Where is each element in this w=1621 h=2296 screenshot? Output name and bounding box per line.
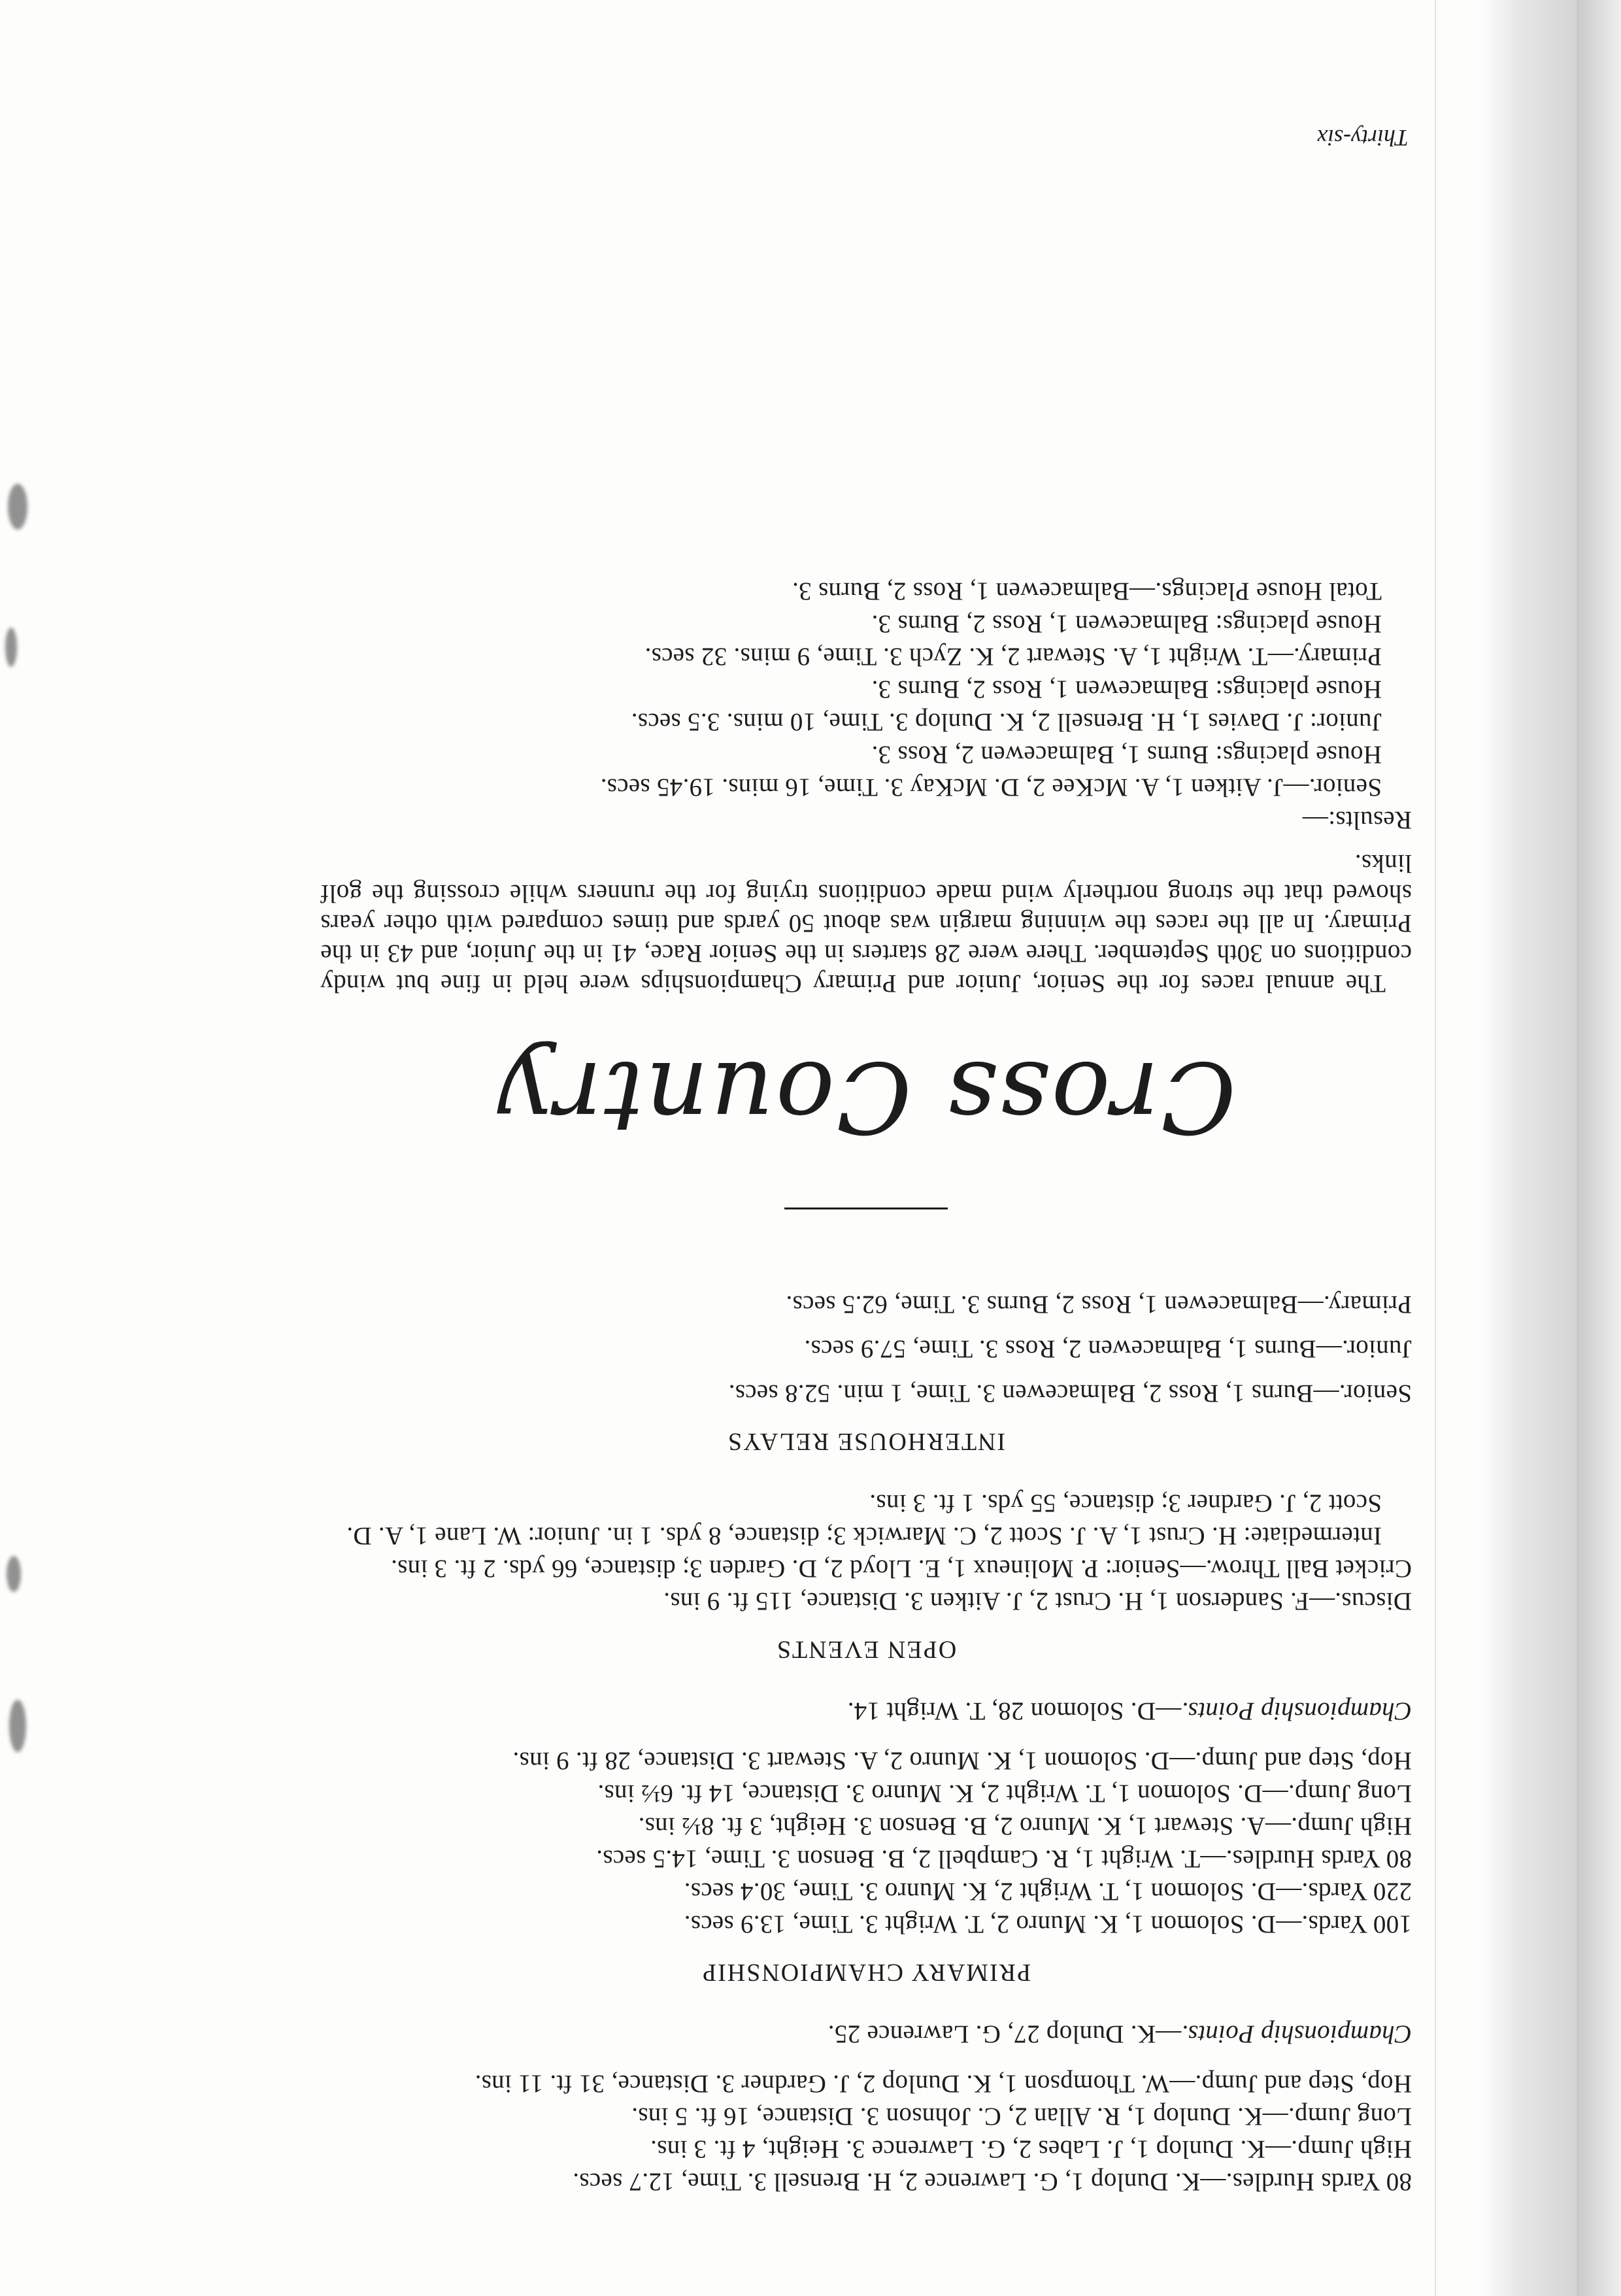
event-result: 100 Yards.—D. Solomon 1, K. Munro 2, T. Wright 3. Time, 13.9 secs. — [684, 1910, 1412, 1938]
event-result: 80 Yards Hurdles.—K. Dunlop 1, G. Lawrence 2, H. Brensell 3. Time, 12.7 secs. — [573, 2168, 1412, 2196]
senior-house-placings: House placings: Burns 1, Balmacewen 2, Ross 3. — [871, 741, 1382, 769]
championship-points-label: Championship Points. — [1181, 2020, 1412, 2048]
cross-country-title: Cross Country — [495, 1039, 1237, 1153]
cross-country-intro: The annual races for the Senior, Junior and Primary Championships were held in fine but windy conditions on 30th September. There were 28 starters in the Senior Race, 41 in the Junior, and 43 in the Primary. In all the races the winning margin was about 50 yards and times compared with other years showed that the strong northerly wind made conditions trying for the runners while crossing the golf links. — [320, 849, 1412, 998]
results-label: Results:— — [1302, 806, 1412, 834]
section-divider — [784, 1207, 948, 1209]
cross-country-results — [320, 575, 1412, 836]
page-number: Thirty-six — [1317, 125, 1409, 151]
championship-points-text: —D. Solomon 28, T. Wright 14. — [847, 1697, 1182, 1725]
event-result: Hop, Step and Jump.—D. Solomon 1, K. Munro 2, A. Stewart 3. Distance, 28 ft. 9 ins. — [512, 1747, 1412, 1775]
championship-points-label: Championship Points. — [1181, 1697, 1412, 1725]
junior-result: Junior: J. Davies 1, H. Brensell 2, K. Dunlop 3. Time, 10 mins. 3.5 secs. — [631, 708, 1382, 736]
event-result: Long Jump.—K. Dunlop 1, R. Allan 2, C. Johnson 3. Distance, 16 ft. 5 ins. — [631, 2102, 1412, 2131]
event-result: 220 Yards.—D. Solomon 1, T. Wright 2, K. Munro 3. Time, 30.4 secs. — [684, 1878, 1412, 1906]
page-content — [320, 575, 1412, 2198]
championship-points — [320, 1695, 1412, 1727]
junior-house-placings: House placings: Balmacewen 1, Ross 2, Burns 3. — [871, 675, 1382, 703]
event-result: High Jump.—K. Dunlop 1, J. Labes 2, G. Lawrence 3. Height, 4 ft. 3 ins. — [650, 2135, 1412, 2163]
primary-result: Primary.—T. Wright 1, A. Stewart 2, K. Zych 3. Time, 9 mins. 32 secs. — [644, 643, 1382, 671]
senior-result: Senior.—J. Aitken 1, A. McKee 2, D. McKay 3. Time, 16 mins. 19.45 secs. — [600, 773, 1382, 802]
event-result: High Jump.—A. Stewart 1, K. Munro 2, B. Benson 3. Height, 3 ft. 8½ ins. — [638, 1812, 1412, 1840]
relay-result: Junior.—Burns 1, Balmacewen 2, Ross 3. Time, 57.9 secs. — [804, 1335, 1412, 1363]
primary-house-placings: House placings: Balmacewen 1, Ross 2, Burns 3. — [871, 610, 1382, 638]
event-result: Cricket Ball Throw.—Senior: P. Molineux 1, E. Lloyd 2, D. Garden 3; distance, 66 yds. 2 ft. 3 ins. Intermediate: H. Crust 1, A. J. Scott 2, C. Marwick 3; distance, 8 yds. 1 in. Junior: W. Lane 1, A. D. Scott 2, J. Gardner 3; distance, 55 yds. 1 ft. 3 ins. — [346, 1489, 1412, 1583]
event-result: Hop, Step and Jump.—W. Thompson 1, K. Dunlop 2, J. Gardner 3. Distance, 31 ft. 11 ins. — [475, 2070, 1412, 2098]
event-result: Discus.—F. Sanderson 1, H. Crust 2, J. Aitken 3. Distance, 115 ft. 9 ins. — [663, 1587, 1412, 1615]
event-result: Long Jump.—D. Solomon 1, T. Wright 2, K. Munro 3. Distance, 14 ft. 6½ ins. — [597, 1780, 1412, 1808]
section-heading-relays: INTERHOUSE RELAYS — [726, 1428, 1006, 1455]
event-result: 80 Yards Hurdles.—T. Wright 1, R. Campbell 2, B. Benson 3. Time, 14.5 secs. — [595, 1845, 1412, 1873]
section-heading-open: OPEN EVENTS — [775, 1636, 957, 1663]
championship-points — [320, 2017, 1412, 2050]
relay-result: Senior.—Burns 1, Ross 2, Balmacewen 3. Time, 1 min. 52.8 secs. — [728, 1379, 1412, 1408]
championship-points-text: —K. Dunlop 27, G. Lawrence 25. — [827, 2020, 1182, 2048]
total-house-placings: Total House Placings.—Balmacewen 1, Ross 2, Burns 3. — [792, 577, 1382, 605]
section-heading-primary: PRIMARY CHAMPIONSHIP — [701, 1959, 1031, 1986]
relay-result: Primary.—Balmacewen 1, Ross 2, Burns 3. Time, 62.5 secs. — [786, 1291, 1412, 1319]
